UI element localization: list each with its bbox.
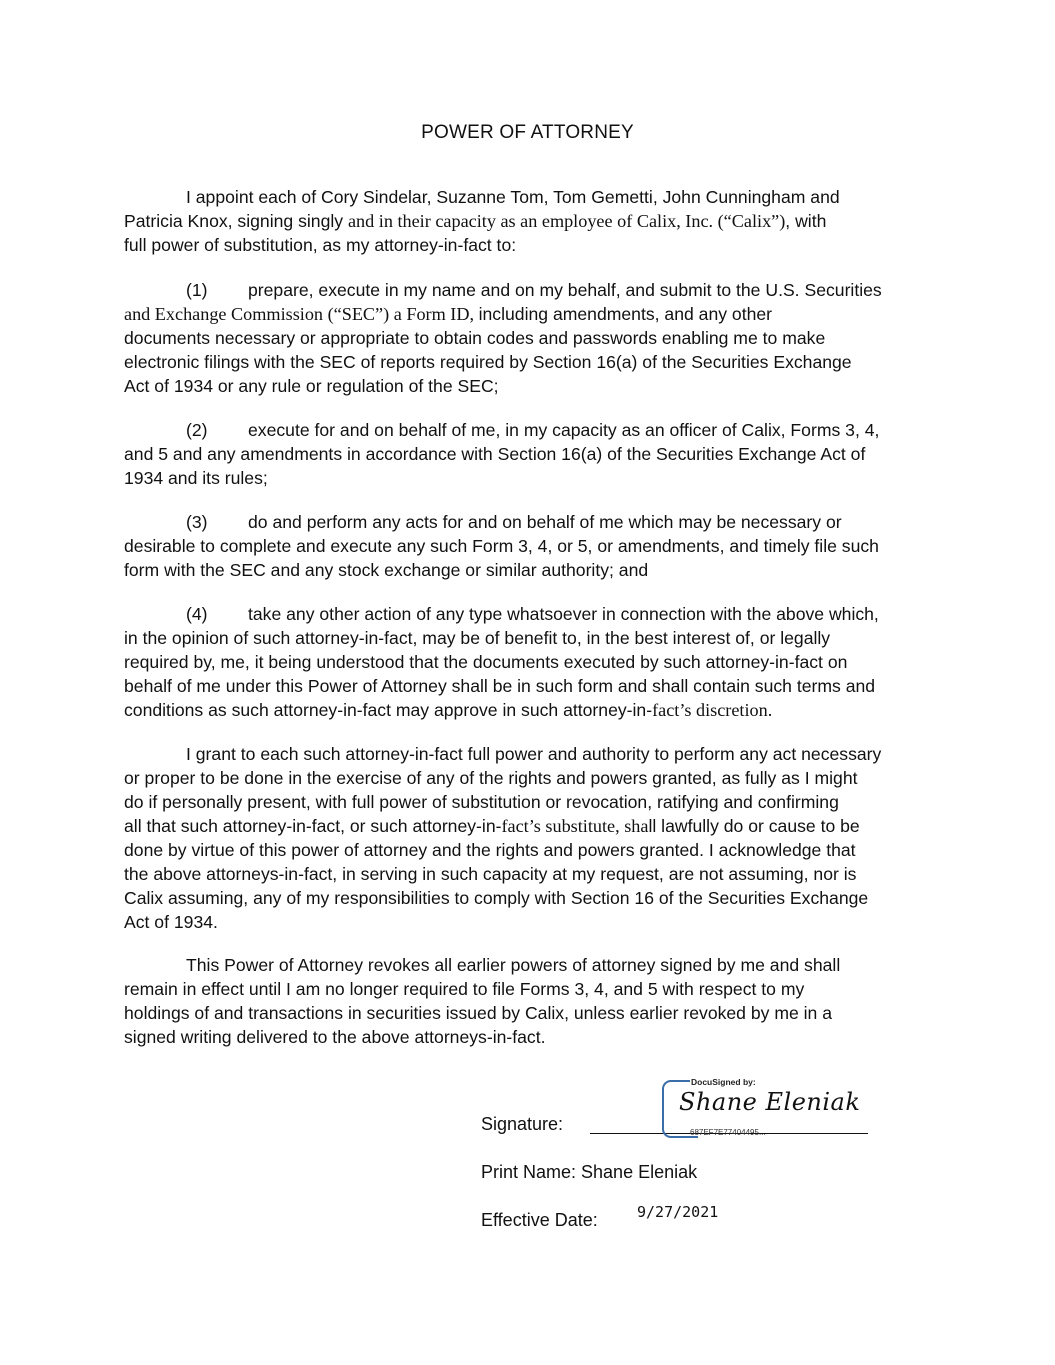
- text: fact’s substitute, sha: [501, 816, 649, 836]
- effective-date-value: 9/27/2021: [637, 1203, 719, 1221]
- clause-line: form with the SEC and any stock exchange or similar authority; and: [124, 560, 649, 580]
- clause-line: Act of 1934 or any rule or regulation of the SEC;: [124, 376, 499, 396]
- paragraph-line: do if personally present, with full power of substitution or revocation, ratifying and confirming: [124, 792, 839, 812]
- clause-line: [124, 279, 934, 303]
- intro-line: [124, 186, 934, 210]
- clause-number: (2): [186, 420, 208, 440]
- text: I grant to each such attorney-in-fact full power and authority to perform any act necessary: [186, 744, 882, 764]
- clause-line: required by, me, it being understood that the documents executed by such attorney-in-fact on: [124, 652, 848, 672]
- clause-line: desirable to complete and execute any such Form 3, 4, or 5, or amendments, and timely file such: [124, 536, 879, 556]
- paragraph-line: [124, 743, 934, 767]
- paragraph-line: signed writing delivered to the above attorneys-in-fact.: [124, 1027, 546, 1047]
- text: all that such attorney-in-fact, or such attorney-in-: [124, 816, 502, 836]
- docusign-label: DocuSigned by:: [691, 1077, 756, 1087]
- text: I appoint each of Cory Sindelar, Suzanne Tom, Tom Gemetti, John Cunningham and: [186, 187, 840, 207]
- paragraph-line: holdings of and transactions in securities issued by Calix, unless earlier revoked by me in a: [124, 1003, 833, 1023]
- paragraph-line: Calix assuming, any of my responsibilities to comply with Section 16 of the Securities Exchange: [124, 888, 869, 908]
- clause-line: 1934 and its rules;: [124, 468, 268, 488]
- paragraph-line: Act of 1934.: [124, 912, 218, 932]
- signature-block: [481, 1076, 901, 1246]
- clause-line: [124, 699, 934, 723]
- text: fact’s discretion.: [652, 700, 773, 720]
- clause-number: (4): [186, 604, 208, 624]
- print-name: Print Name: Shane Eleniak: [481, 1162, 698, 1182]
- clause-line: [124, 419, 934, 443]
- text: and Exchange Commission (“SEC”) a Form ID,: [124, 304, 479, 324]
- text: , with: [785, 211, 827, 231]
- paragraph-line: [124, 815, 934, 839]
- clause-line: [124, 603, 934, 627]
- text: execute for and on behalf of me, in my capacity as an officer of Calix, Forms 3, 4,: [248, 420, 880, 440]
- clause-line: electronic filings with the SEC of reports required by Section 16(a) of the Securities Exchange: [124, 352, 852, 372]
- paragraph-line: done by virtue of this power of attorney and the rights and powers granted. I acknowledge that: [124, 840, 856, 860]
- text: This Power of Attorney revokes all earlier powers of attorney signed by me and shall: [186, 955, 841, 975]
- paragraph-line: remain in effect until I am no longer required to file Forms 3, 4, and 5 with respect to my: [124, 979, 805, 999]
- effective-date-label: Effective Date:: [481, 1210, 598, 1230]
- paragraph-line: or proper to be done in the exercise of any of the rights and powers granted, as fully as I might: [124, 768, 858, 788]
- paragraph-line: the above attorneys-in-fact, in serving in such capacity at my request, are not assuming, nor is: [124, 864, 857, 884]
- clause-number: (1): [186, 280, 208, 300]
- clause-line: [124, 511, 934, 535]
- text: prepare, execute in my name and on my behalf, and submit to the U.S. Securities: [248, 280, 882, 300]
- text: including amendments, and any other: [478, 304, 773, 324]
- text: and in their capacity as an employee of Calix, Inc. (“Calix”): [347, 211, 786, 231]
- text: take any other action of any type whatsoever in connection with the above which,: [248, 604, 879, 624]
- paragraph-line: [124, 954, 934, 978]
- clause-line: in the opinion of such attorney-in-fact, may be of benefit to, in the best interest of, or legally: [124, 628, 831, 648]
- text: do and perform any acts for and on behalf of me which may be necessary or: [248, 512, 842, 532]
- intro-line: [124, 234, 934, 258]
- intro-line: [124, 210, 934, 234]
- clause-line: documents necessary or appropriate to obtain codes and passwords enabling me to make: [124, 328, 826, 348]
- handwritten-signature: Shane Eleniak: [679, 1088, 861, 1116]
- text: ll lawfully do or cause to be: [648, 816, 860, 836]
- clause-number: (3): [186, 512, 208, 532]
- document-title: POWER OF ATTORNEY: [421, 122, 634, 143]
- text: conditions as such attorney-in-fact may approve in such attorney-in-: [124, 700, 653, 720]
- clause-line: [124, 303, 934, 327]
- clause-line: behalf of me under this Power of Attorney shall be in such form and shall contain such terms and: [124, 676, 876, 696]
- text: full power of substitution, as my attorney-in-fact to:: [124, 235, 517, 255]
- text: Patricia Knox, signing singly: [124, 211, 348, 231]
- docusign-envelope-id: 687EF7E77404495...: [690, 1128, 766, 1137]
- clause-line: and 5 and any amendments in accordance with Section 16(a) of the Securities Exchange Act of: [124, 444, 866, 464]
- signature-label: Signature:: [481, 1114, 564, 1134]
